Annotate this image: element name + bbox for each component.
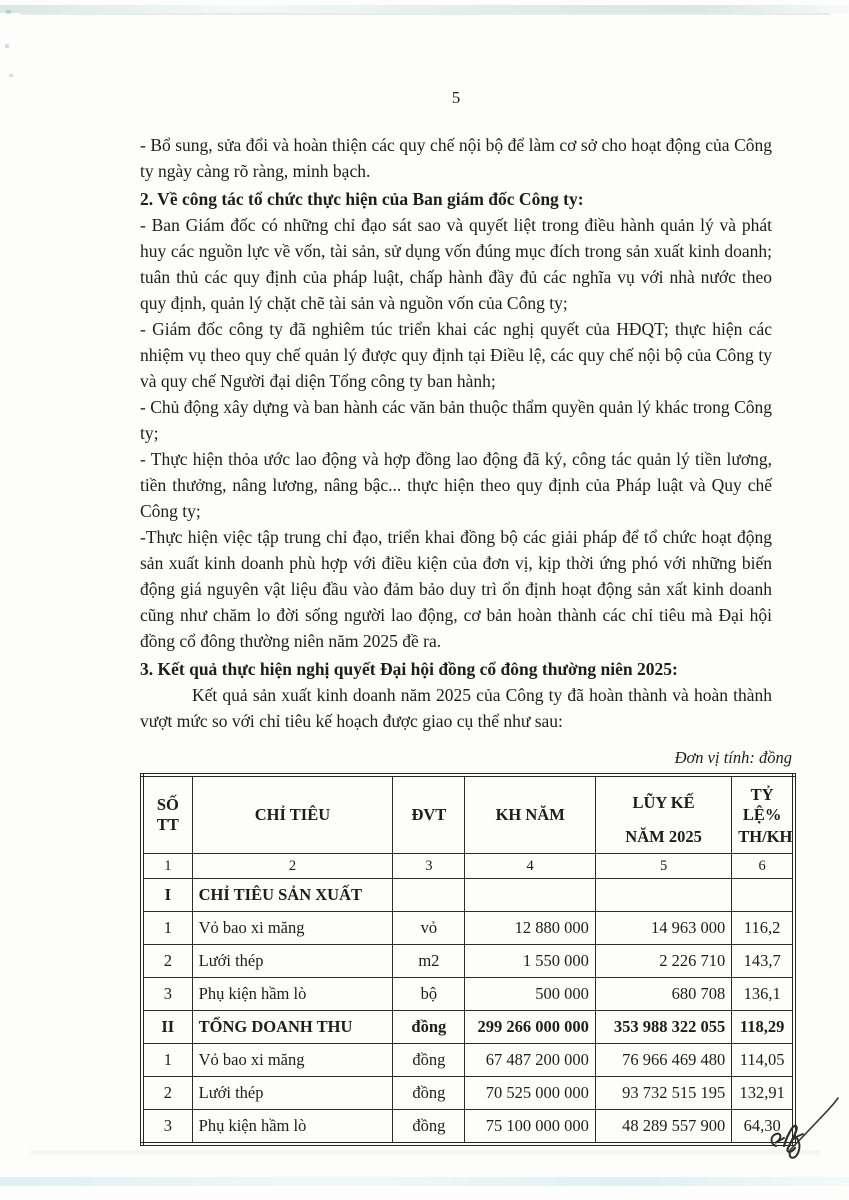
cell-ty-le: 114,05 xyxy=(732,1044,794,1077)
cell-luy-ke: 680 708 xyxy=(595,978,731,1011)
results-table xyxy=(140,773,796,1146)
header-dvt: ĐVT xyxy=(393,775,465,854)
cell-kh-nam: 12 880 000 xyxy=(465,912,595,945)
cell-kh-nam: 500 000 xyxy=(465,978,595,1011)
cell-kh-nam: 70 525 000 000 xyxy=(465,1077,595,1110)
header-chi-tieu: CHỈ TIÊU xyxy=(192,775,393,854)
header-so-tt-line2: TT xyxy=(156,815,179,834)
cell-luy-ke: 2 226 710 xyxy=(595,945,731,978)
cell-luy-ke: 353 988 322 055 xyxy=(595,1011,731,1044)
table-row xyxy=(142,978,794,1011)
cell-stt: I xyxy=(142,879,192,912)
scan-artifact-bottom-band xyxy=(0,1177,849,1186)
cell-chi-tieu: Vỏ bao xi măng xyxy=(192,912,393,945)
unit-note: Đơn vị tính: đồng xyxy=(674,748,792,767)
paragraph-chu-dong: - Chủ động xây dựng và ban hành các văn bản thuộc thẩm quyền quản lý khác trong Công ty; xyxy=(140,397,772,443)
cell-kh-nam: 1 550 000 xyxy=(465,945,595,978)
header-kh-nam: KH NĂM xyxy=(465,775,595,854)
col-number: 1 xyxy=(142,854,192,879)
cell-chi-tieu: Phụ kiện hầm lò xyxy=(192,978,393,1011)
page-number: 5 xyxy=(451,88,461,107)
cell-kh-nam xyxy=(465,879,595,912)
cell-dvt: đồng xyxy=(393,1011,465,1044)
header-ty-le-line2: LỆ% xyxy=(742,805,782,824)
cell-dvt: bộ xyxy=(393,978,465,1011)
col-number: 3 xyxy=(393,854,465,879)
cell-ty-le xyxy=(732,879,794,912)
cell-chi-tieu: TỔNG DOANH THU xyxy=(192,1011,393,1044)
col-number: 5 xyxy=(595,854,731,879)
cell-luy-ke: 14 963 000 xyxy=(595,912,731,945)
cell-ty-le: 64,30 xyxy=(732,1110,794,1145)
header-luy-ke-line2: NĂM 2025 xyxy=(625,827,702,846)
signature-initials-icon xyxy=(762,1088,844,1164)
cell-dvt xyxy=(393,879,465,912)
cell-stt: 2 xyxy=(142,1077,192,1110)
heading-section-2: 2. Về công tác tổ chức thực hiện của Ban giám đốc Công ty: xyxy=(140,189,584,209)
cell-stt: II xyxy=(142,1011,192,1044)
paragraph-thuc-hien: -Thực hiện việc tập trung chỉ đạo, triển khai đồng bộ các giải pháp để tổ chức hoạt động sản xuất kinh doanh phù hợp với điều kiện của đơn vị, kịp thời ứng phó với những biến động giá nguyên vật liệu đầu vào đảm bảo duy trì ổn định hoạt động sản xất kinh doanh cũng như chăm lo đời sống người lao động, cơ bản hoàn thành các chỉ tiêu mà Đại hội đồng cổ đông thường niên năm 2025 đề ra. xyxy=(140,527,772,651)
scan-speck xyxy=(9,74,13,77)
paragraph-intro: - Bổ sung, sửa đổi và hoàn thiện các quy chế nội bộ để làm cơ sở cho hoạt động của Công ty ngày càng rõ ràng, minh bạch. xyxy=(140,135,772,181)
col-number: 4 xyxy=(465,854,595,879)
cell-ty-le: 136,1 xyxy=(732,978,794,1011)
cell-chi-tieu: CHỈ TIÊU SẢN XUẤT xyxy=(192,879,393,912)
cell-dvt: đồng xyxy=(393,1077,465,1110)
header-so-tt xyxy=(142,775,192,854)
header-so-tt-line1: SỐ xyxy=(156,795,179,814)
cell-luy-ke: 48 289 557 900 xyxy=(595,1110,731,1145)
cell-chi-tieu: Vỏ bao xi măng xyxy=(192,1044,393,1077)
scan-speck xyxy=(5,44,9,48)
column-number-row xyxy=(142,854,794,879)
col-number: 2 xyxy=(192,854,393,879)
paragraph-thoa-uoc: - Thực hiện thỏa ước lao động và hợp đồng lao động đã ký, công tác quản lý tiền lương, tiền thưởng, nâng lương, nâng bậc... thực hiện theo quy định của Pháp luật và Quy chế Công ty; xyxy=(140,449,772,521)
cell-ty-le: 116,2 xyxy=(732,912,794,945)
table-row-section-I xyxy=(142,879,794,912)
table-header-row xyxy=(142,775,794,854)
cell-chi-tieu: Phụ kiện hầm lò xyxy=(192,1110,393,1145)
cell-dvt: đồng xyxy=(393,1110,465,1145)
table-row xyxy=(142,1044,794,1077)
cell-kh-nam: 299 266 000 000 xyxy=(465,1011,595,1044)
header-ty-le xyxy=(732,775,794,854)
cell-luy-ke xyxy=(595,879,731,912)
cell-dvt: m2 xyxy=(393,945,465,978)
cell-dvt: đồng xyxy=(393,1044,465,1077)
cell-luy-ke: 76 966 469 480 xyxy=(595,1044,731,1077)
cell-luy-ke: 93 732 515 195 xyxy=(595,1077,731,1110)
table-row-section-II xyxy=(142,1011,794,1044)
cell-stt: 2 xyxy=(142,945,192,978)
text-block xyxy=(140,132,772,734)
scan-artifact-smudge xyxy=(30,1150,820,1155)
document-body xyxy=(140,88,796,1146)
cell-kh-nam: 67 487 200 000 xyxy=(465,1044,595,1077)
cell-chi-tieu: Lưới thép xyxy=(192,945,393,978)
col-number: 6 xyxy=(732,854,794,879)
header-luy-ke-line1: LŨY KẾ xyxy=(632,793,695,812)
paragraph-ket-qua: Kết quả sản xuất kinh doanh năm 2025 của Công ty đã hoàn thành và hoàn thành vượt mức so với chỉ tiêu kế hoạch được giao cụ thể như sau: xyxy=(140,685,772,731)
cell-dvt: vỏ xyxy=(393,912,465,945)
cell-kh-nam: 75 100 000 000 xyxy=(465,1110,595,1145)
table-row xyxy=(142,912,794,945)
cell-stt: 3 xyxy=(142,978,192,1011)
scan-speck xyxy=(6,10,11,14)
table-row xyxy=(142,1110,794,1145)
cell-ty-le: 118,29 xyxy=(732,1011,794,1044)
header-luy-ke xyxy=(595,775,731,854)
paragraph-ban-giam-doc: - Ban Giám đốc có những chỉ đạo sát sao và quyết liệt trong điều hành quản lý và phát huy các nguồn lực về vốn, tài sản, sử dụng vốn đúng mục đích trong sản xuất kinh doanh; tuân thủ các quy định của pháp luật, chấp hành đầy đủ các nghĩa vụ với nhà nước theo quy định, quản lý chặt chẽ tài sản và nguồn vốn của Công ty; xyxy=(140,215,772,313)
paragraph-giam-doc: - Giám đốc công ty đã nghiêm túc triển khai các nghị quyết của HĐQT; thực hiện các nhiệm vụ theo quy chế quản lý được quy định tại Điều lệ, các quy chế nội bộ của Công ty và quy chế Người đại diện Tổng công ty ban hành; xyxy=(140,319,772,391)
scan-artifact-top-line xyxy=(20,13,830,15)
cell-ty-le: 143,7 xyxy=(732,945,794,978)
cell-stt: 1 xyxy=(142,1044,192,1077)
table-row xyxy=(142,945,794,978)
cell-chi-tieu: Lưới thép xyxy=(192,1077,393,1110)
table-row xyxy=(142,1077,794,1110)
cell-stt: 3 xyxy=(142,1110,192,1145)
scan-artifact-top-band xyxy=(0,5,849,13)
header-ty-le-line1: TỶ xyxy=(750,785,774,804)
cell-stt: 1 xyxy=(142,912,192,945)
cell-ty-le: 132,91 xyxy=(732,1077,794,1110)
heading-section-3: 3. Kết quả thực hiện nghị quyết Đại hội đồng cổ đông thường niên 2025: xyxy=(140,659,678,679)
header-ty-le-line3: TH/KH xyxy=(738,827,793,846)
